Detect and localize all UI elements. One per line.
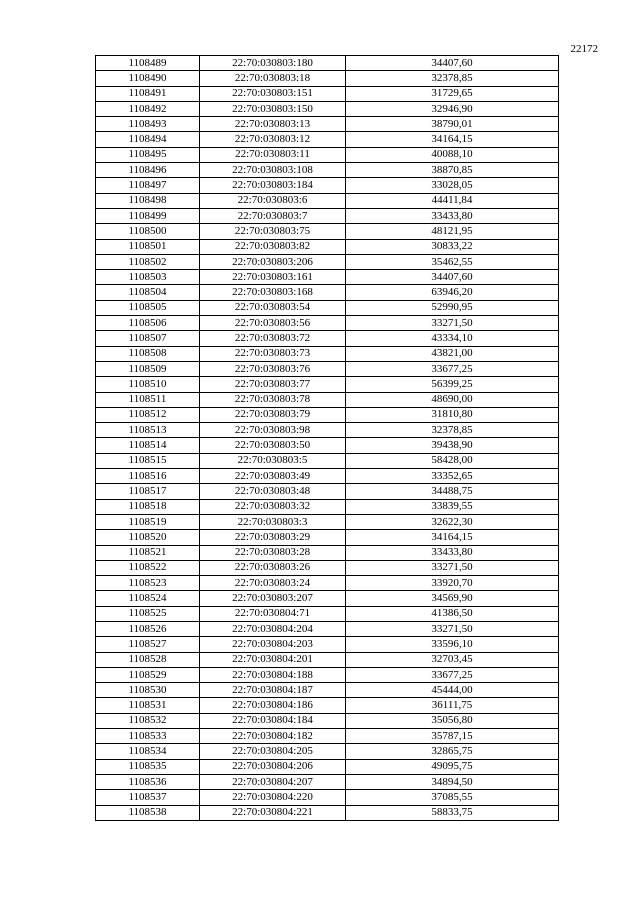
row-id-cell: 1108519 — [96, 514, 200, 529]
cadastral-number-cell: 22:70:030803:77 — [200, 377, 346, 392]
table-row — [96, 86, 559, 101]
row-id-cell: 1108506 — [96, 316, 200, 331]
cadastral-number-cell: 22:70:030804:220 — [200, 790, 346, 805]
table-row — [96, 805, 559, 820]
table-row — [96, 744, 559, 759]
cadastral-value-cell: 31810,80 — [346, 407, 559, 422]
cadastral-value-cell: 33677,25 — [346, 667, 559, 682]
cadastral-number-cell: 22:70:030803:161 — [200, 270, 346, 285]
table-row — [96, 484, 559, 499]
cadastral-number-cell: 22:70:030803:5 — [200, 453, 346, 468]
row-id-cell: 1108500 — [96, 224, 200, 239]
cadastral-value-cell: 48121,95 — [346, 224, 559, 239]
cadastral-number-cell: 22:70:030803:18 — [200, 71, 346, 86]
cadastral-value-cell: 48690,00 — [346, 392, 559, 407]
row-id-cell: 1108535 — [96, 759, 200, 774]
cadastral-number-cell: 22:70:030804:201 — [200, 652, 346, 667]
row-id-cell: 1108514 — [96, 438, 200, 453]
row-id-cell: 1108531 — [96, 698, 200, 713]
cadastral-value-cell: 33271,50 — [346, 560, 559, 575]
row-id-cell: 1108496 — [96, 163, 200, 178]
cadastral-value-cell: 34164,15 — [346, 132, 559, 147]
row-id-cell: 1108516 — [96, 469, 200, 484]
cadastral-value-cell: 32865,75 — [346, 744, 559, 759]
row-id-cell: 1108497 — [96, 178, 200, 193]
row-id-cell: 1108526 — [96, 621, 200, 636]
row-id-cell: 1108492 — [96, 101, 200, 116]
cadastral-value-cell: 33271,50 — [346, 621, 559, 636]
row-id-cell: 1108537 — [96, 790, 200, 805]
row-id-cell: 1108498 — [96, 193, 200, 208]
table-row — [96, 56, 559, 71]
cadastral-number-cell: 22:70:030804:205 — [200, 744, 346, 759]
table-row — [96, 316, 559, 331]
cadastral-value-cell: 34407,60 — [346, 56, 559, 71]
cadastral-value-cell: 39438,90 — [346, 438, 559, 453]
row-id-cell: 1108490 — [96, 71, 200, 86]
row-id-cell: 1108529 — [96, 667, 200, 682]
cadastral-value-cell: 56399,25 — [346, 377, 559, 392]
cadastral-number-cell: 22:70:030803:73 — [200, 346, 346, 361]
table-row — [96, 224, 559, 239]
table-body — [96, 56, 559, 821]
table-row — [96, 667, 559, 682]
cadastral-number-cell: 22:70:030804:187 — [200, 683, 346, 698]
cadastral-number-cell: 22:70:030803:108 — [200, 163, 346, 178]
table-row — [96, 300, 559, 315]
cadastral-value-cell: 63946,20 — [346, 285, 559, 300]
table-row — [96, 392, 559, 407]
cadastral-number-cell: 22:70:030803:32 — [200, 499, 346, 514]
cadastral-value-cell: 34894,50 — [346, 774, 559, 789]
cadastral-value-cell: 33352,65 — [346, 469, 559, 484]
row-id-cell: 1108513 — [96, 423, 200, 438]
row-id-cell: 1108505 — [96, 300, 200, 315]
cadastral-value-cell: 58428,00 — [346, 453, 559, 468]
table-row — [96, 606, 559, 621]
cadastral-number-cell: 22:70:030804:206 — [200, 759, 346, 774]
row-id-cell: 1108507 — [96, 331, 200, 346]
table-row — [96, 117, 559, 132]
table-row — [96, 698, 559, 713]
row-id-cell: 1108520 — [96, 530, 200, 545]
cadastral-number-cell: 22:70:030804:188 — [200, 667, 346, 682]
cadastral-number-cell: 22:70:030803:56 — [200, 316, 346, 331]
cadastral-number-cell: 22:70:030803:150 — [200, 101, 346, 116]
cadastral-value-cell: 35056,80 — [346, 713, 559, 728]
cadastral-number-cell: 22:70:030803:76 — [200, 361, 346, 376]
cadastral-number-cell: 22:70:030804:221 — [200, 805, 346, 820]
cadastral-value-cell: 44411,84 — [346, 193, 559, 208]
row-id-cell: 1108509 — [96, 361, 200, 376]
row-id-cell: 1108504 — [96, 285, 200, 300]
table-row — [96, 270, 559, 285]
cadastral-value-cell: 33920,70 — [346, 576, 559, 591]
table-row — [96, 178, 559, 193]
row-id-cell: 1108524 — [96, 591, 200, 606]
row-id-cell: 1108510 — [96, 377, 200, 392]
table-row — [96, 71, 559, 86]
cadastral-number-cell: 22:70:030803:82 — [200, 239, 346, 254]
cadastral-number-cell: 22:70:030804:204 — [200, 621, 346, 636]
table-row — [96, 377, 559, 392]
row-id-cell: 1108502 — [96, 254, 200, 269]
row-id-cell: 1108499 — [96, 208, 200, 223]
table-row — [96, 759, 559, 774]
row-id-cell: 1108525 — [96, 606, 200, 621]
row-id-cell: 1108527 — [96, 637, 200, 652]
cadastral-value-cell: 33028,05 — [346, 178, 559, 193]
row-id-cell: 1108512 — [96, 407, 200, 422]
table-row — [96, 285, 559, 300]
cadastral-value-cell: 33271,50 — [346, 316, 559, 331]
table-row — [96, 469, 559, 484]
row-id-cell: 1108511 — [96, 392, 200, 407]
cadastral-value-cell: 33433,80 — [346, 208, 559, 223]
cadastral-value-cell: 43334,10 — [346, 331, 559, 346]
table-row — [96, 239, 559, 254]
table-row — [96, 729, 559, 744]
table-row — [96, 453, 559, 468]
table-row — [96, 208, 559, 223]
table-row — [96, 530, 559, 545]
cadastral-value-cell: 34488,75 — [346, 484, 559, 499]
table-row — [96, 621, 559, 636]
table-row — [96, 331, 559, 346]
cadastral-number-cell: 22:70:030803:29 — [200, 530, 346, 545]
cadastral-number-cell: 22:70:030804:184 — [200, 713, 346, 728]
cadastral-value-cell: 32946,90 — [346, 101, 559, 116]
table-row — [96, 560, 559, 575]
cadastral-value-cell: 41386,50 — [346, 606, 559, 621]
row-id-cell: 1108521 — [96, 545, 200, 560]
cadastral-value-cell: 33433,80 — [346, 545, 559, 560]
table-row — [96, 407, 559, 422]
row-id-cell: 1108501 — [96, 239, 200, 254]
cadastral-value-cell: 40088,10 — [346, 147, 559, 162]
cadastral-number-cell: 22:70:030804:203 — [200, 637, 346, 652]
cadastral-number-cell: 22:70:030804:71 — [200, 606, 346, 621]
cadastral-value-table — [95, 55, 559, 821]
cadastral-value-cell: 38790,01 — [346, 117, 559, 132]
cadastral-value-cell: 34164,15 — [346, 530, 559, 545]
cadastral-value-cell: 43821,00 — [346, 346, 559, 361]
cadastral-number-cell: 22:70:030803:26 — [200, 560, 346, 575]
row-id-cell: 1108528 — [96, 652, 200, 667]
cadastral-number-cell: 22:70:030803:78 — [200, 392, 346, 407]
table-row — [96, 346, 559, 361]
table-row — [96, 101, 559, 116]
table-row — [96, 438, 559, 453]
cadastral-number-cell: 22:70:030803:50 — [200, 438, 346, 453]
table-row — [96, 132, 559, 147]
row-id-cell: 1108522 — [96, 560, 200, 575]
cadastral-value-cell: 32378,85 — [346, 71, 559, 86]
cadastral-number-cell: 22:70:030803:168 — [200, 285, 346, 300]
table-row — [96, 774, 559, 789]
row-id-cell: 1108491 — [96, 86, 200, 101]
cadastral-value-cell: 33839,55 — [346, 499, 559, 514]
table-row — [96, 163, 559, 178]
page-number: 22172 — [570, 43, 598, 55]
row-id-cell: 1108532 — [96, 713, 200, 728]
cadastral-value-cell: 37085,55 — [346, 790, 559, 805]
cadastral-number-cell: 22:70:030803:79 — [200, 407, 346, 422]
cadastral-number-cell: 22:70:030803:49 — [200, 469, 346, 484]
cadastral-number-cell: 22:70:030803:54 — [200, 300, 346, 315]
table-row — [96, 423, 559, 438]
cadastral-value-cell: 38870,85 — [346, 163, 559, 178]
row-id-cell: 1108493 — [96, 117, 200, 132]
cadastral-value-cell: 32622,30 — [346, 514, 559, 529]
row-id-cell: 1108523 — [96, 576, 200, 591]
row-id-cell: 1108508 — [96, 346, 200, 361]
row-id-cell: 1108538 — [96, 805, 200, 820]
row-id-cell: 1108494 — [96, 132, 200, 147]
cadastral-value-cell: 34407,60 — [346, 270, 559, 285]
table-row — [96, 576, 559, 591]
cadastral-value-cell: 33677,25 — [346, 361, 559, 376]
cadastral-number-cell: 22:70:030803:48 — [200, 484, 346, 499]
row-id-cell: 1108503 — [96, 270, 200, 285]
cadastral-value-cell: 34569,90 — [346, 591, 559, 606]
cadastral-value-cell: 32703,45 — [346, 652, 559, 667]
table-row — [96, 254, 559, 269]
cadastral-number-cell: 22:70:030803:184 — [200, 178, 346, 193]
table-row — [96, 545, 559, 560]
cadastral-value-cell: 35787,15 — [346, 729, 559, 744]
cadastral-number-cell: 22:70:030804:186 — [200, 698, 346, 713]
table-row — [96, 499, 559, 514]
cadastral-number-cell: 22:70:030803:75 — [200, 224, 346, 239]
table-row — [96, 637, 559, 652]
cadastral-number-cell: 22:70:030803:13 — [200, 117, 346, 132]
table-row — [96, 514, 559, 529]
table-row — [96, 713, 559, 728]
table-row — [96, 683, 559, 698]
table-row — [96, 790, 559, 805]
row-id-cell: 1108517 — [96, 484, 200, 499]
row-id-cell: 1108515 — [96, 453, 200, 468]
row-id-cell: 1108518 — [96, 499, 200, 514]
cadastral-number-cell: 22:70:030804:182 — [200, 729, 346, 744]
cadastral-value-cell: 35462,55 — [346, 254, 559, 269]
cadastral-number-cell: 22:70:030803:207 — [200, 591, 346, 606]
cadastral-number-cell: 22:70:030803:3 — [200, 514, 346, 529]
cadastral-value-cell: 58833,75 — [346, 805, 559, 820]
cadastral-number-cell: 22:70:030803:72 — [200, 331, 346, 346]
cadastral-number-cell: 22:70:030803:28 — [200, 545, 346, 560]
cadastral-value-cell: 52990,95 — [346, 300, 559, 315]
cadastral-number-cell: 22:70:030803:11 — [200, 147, 346, 162]
cadastral-number-cell: 22:70:030803:24 — [200, 576, 346, 591]
cadastral-value-cell: 32378,85 — [346, 423, 559, 438]
cadastral-number-cell: 22:70:030803:7 — [200, 208, 346, 223]
cadastral-number-cell: 22:70:030803:98 — [200, 423, 346, 438]
row-id-cell: 1108530 — [96, 683, 200, 698]
cadastral-value-cell: 49095,75 — [346, 759, 559, 774]
table-row — [96, 147, 559, 162]
cadastral-value-cell: 33596,10 — [346, 637, 559, 652]
cadastral-number-cell: 22:70:030803:12 — [200, 132, 346, 147]
cadastral-value-cell: 45444,00 — [346, 683, 559, 698]
cadastral-value-cell: 31729,65 — [346, 86, 559, 101]
row-id-cell: 1108495 — [96, 147, 200, 162]
cadastral-number-cell: 22:70:030804:207 — [200, 774, 346, 789]
cadastral-number-cell: 22:70:030803:151 — [200, 86, 346, 101]
cadastral-number-cell: 22:70:030803:6 — [200, 193, 346, 208]
cadastral-value-cell: 36111,75 — [346, 698, 559, 713]
row-id-cell: 1108536 — [96, 774, 200, 789]
cadastral-value-cell: 30833,22 — [346, 239, 559, 254]
table-row — [96, 193, 559, 208]
cadastral-number-cell: 22:70:030803:206 — [200, 254, 346, 269]
row-id-cell: 1108534 — [96, 744, 200, 759]
cadastral-number-cell: 22:70:030803:180 — [200, 56, 346, 71]
table-row — [96, 361, 559, 376]
table-row — [96, 652, 559, 667]
row-id-cell: 1108533 — [96, 729, 200, 744]
table-row — [96, 591, 559, 606]
row-id-cell: 1108489 — [96, 56, 200, 71]
